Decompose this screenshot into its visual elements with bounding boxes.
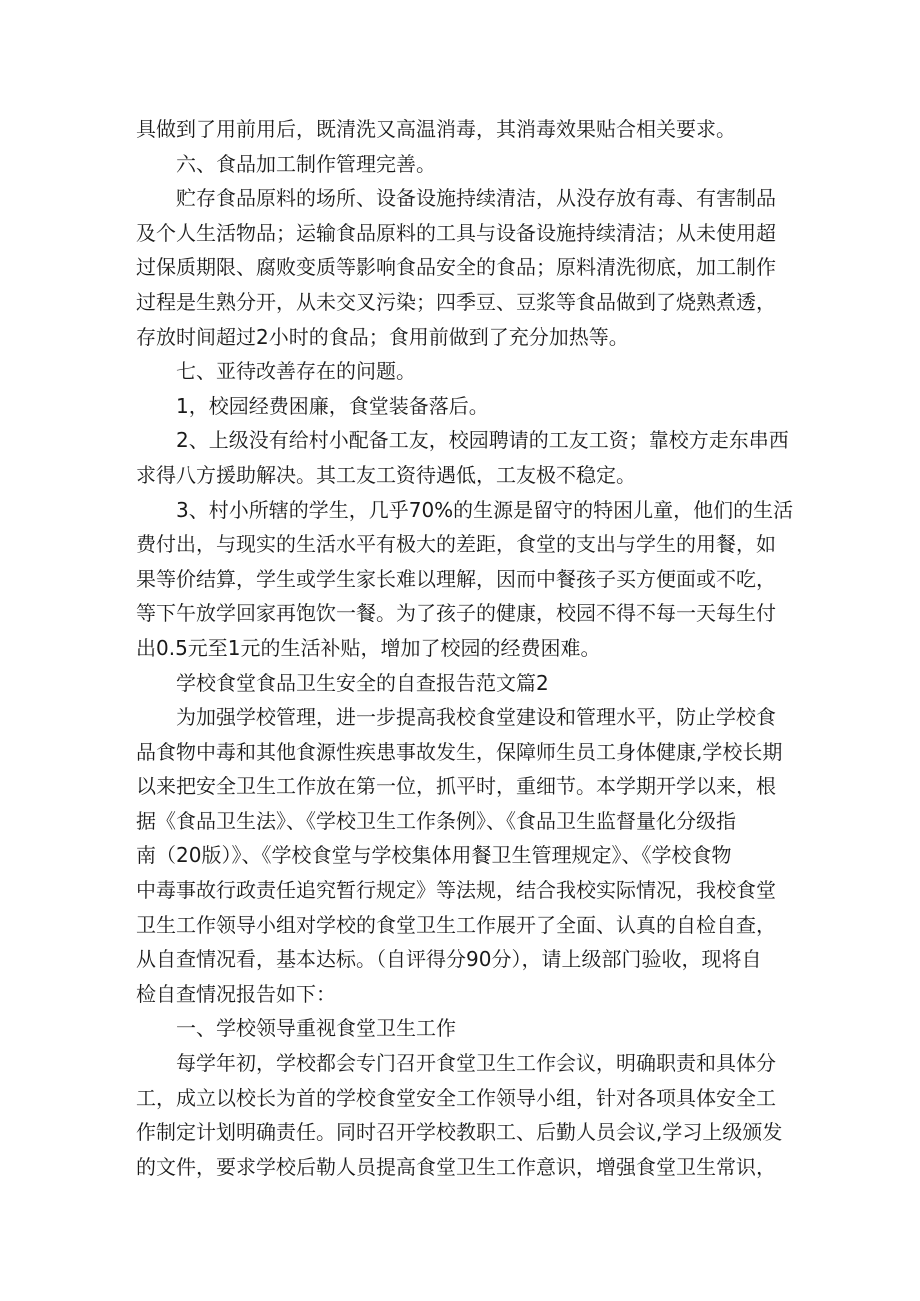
text-line: 以来把安全卫生工作放在第一位，抓平时，重细节。本学期开学以来，根	[136, 774, 776, 799]
text-line: 品食物中毒和其他食源性疾患事故发生，保障师生员工身体健康,学校长期	[136, 739, 783, 764]
text-line: 及个人生活物品；运输食品原料的工具与设备设施持续清洁；从未使用超	[136, 220, 776, 245]
text-line: 工，成立以校长为首的学校食堂安全工作领导小组，针对各项具体安全工	[136, 1085, 776, 1110]
text-line: 过保质期限、腐败变质等影响食品安全的食品；原料清洗彻底，加工制作	[136, 255, 776, 280]
text-line: 贮存食品原料的场所、设备设施持续清洁，从没存放有毒、有害制品	[176, 186, 776, 211]
text-line: 七、亚待改善存在的问题。	[176, 359, 416, 384]
text-line: 为加强学校管理，进一步提高我校食堂建设和管理水平，防止学校食	[176, 705, 776, 730]
text-line: 南（20版）》、《学校食堂与学校集体用餐卫生管理规定》、《学校食物	[136, 843, 732, 868]
text-line: 从自查情况看，基本达标。（自评得分90分），请上级部门验收，现将自	[136, 947, 762, 972]
text-line: 过程是生熟分开，从未交叉污染；四季豆、豆浆等食品做到了烧熟煮透，	[136, 289, 776, 314]
text-line: 学校食堂食品卫生安全的自查报告范文篇2	[176, 670, 549, 695]
text-line: 中毒事故行政责任追究暂行规定》等法规，结合我校实际情况，我校食堂	[136, 878, 776, 903]
text-line: 果等价结算，学生或学生家长难以理解，因而中餐孩子买方便面或不吃，	[136, 566, 776, 591]
text-line: 作制定计划明确责任。同时召开学校教职工、后勤人员会议,学习上级颁发	[136, 1120, 783, 1145]
text-line: 等下午放学回家再饱饮一餐。为了孩子的健康，校园不得不每一天每生付	[136, 601, 776, 626]
text-line: 存放时间超过2小时的食品；食用前做到了充分加热等。	[136, 324, 629, 349]
text-line: 一、学校领导重视食堂卫生工作	[176, 1016, 456, 1041]
text-line: 具做到了用前用后，既清洗又高温消毒，其消毒效果贴合相关要求。	[136, 117, 736, 141]
document-body	[136, 112, 794, 1184]
text-line: 2、上级没有给村小配备工友，校园聘请的工友工资；靠校方走东串西	[176, 428, 789, 453]
text-line: 3、村小所辖的学生，几乎70%的生源是留守的特困儿童，他们的生活	[176, 497, 794, 522]
text-line: 出0.5元至1元的生活补贴，增加了校园的经费困难。	[136, 635, 601, 660]
text-line: 1，校园经费困廉，食堂装备落后。	[176, 393, 489, 418]
text-line: 每学年初，学校都会专门召开食堂卫生工作会议，明确职责和具体分	[176, 1051, 776, 1076]
text-line: 据《食品卫生法》、《学校卫生工作条例》、《食品卫生监督量化分级指	[136, 808, 736, 833]
text-line: 的文件，要求学校后勒人员提高食堂卫生工作意识，增强食堂卫生常识，	[136, 1154, 776, 1179]
text-line: 检自查情况报告如下：	[136, 981, 336, 1006]
text-line: 六、食品加工制作管理完善。	[176, 151, 436, 176]
text-line: 卫生工作领导小组对学校的食堂卫生工作展开了全面、认真的自检自查，	[136, 912, 776, 937]
text-line: 费付出，与现实的生活水平有极大的差距，食堂的支出与学生的用餐，如	[136, 532, 776, 557]
text-line: 求得八方援助解决。其工友工资待遇低，工友极不稳定。	[136, 462, 636, 487]
